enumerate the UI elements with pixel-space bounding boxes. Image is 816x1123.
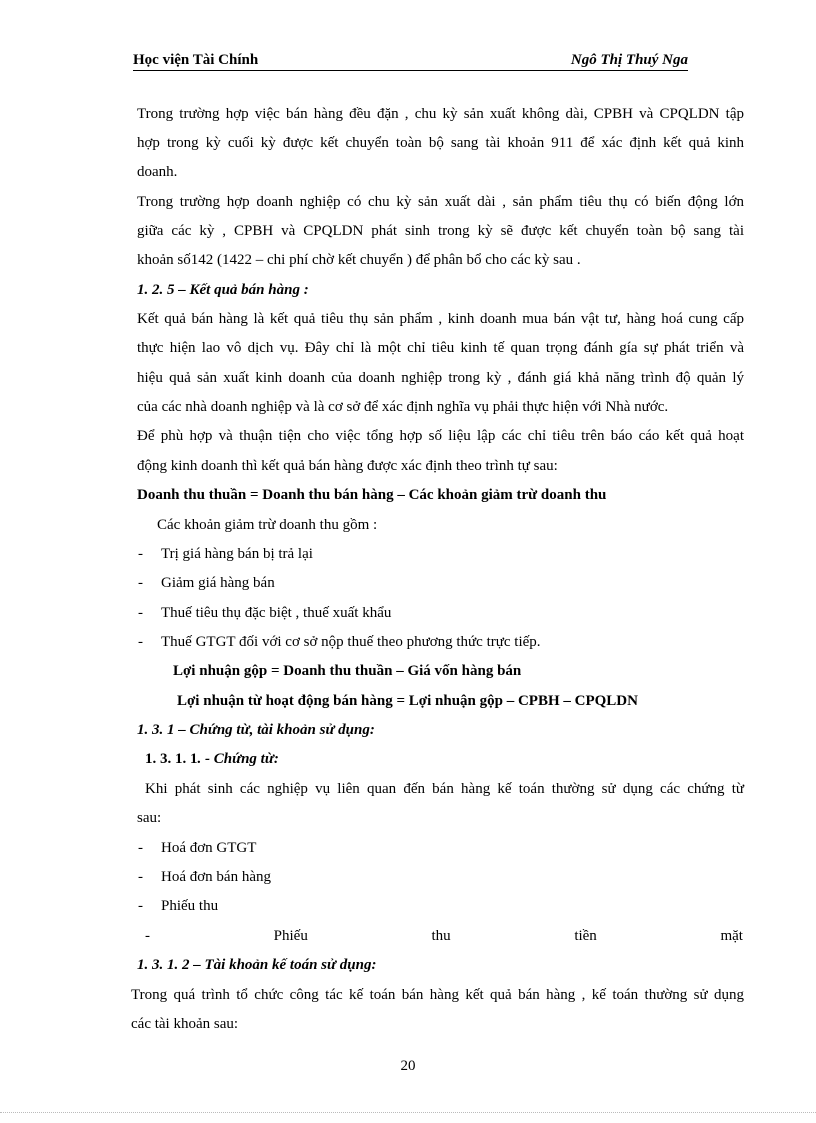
para-line: sau: — [137, 810, 162, 826]
formula-net-revenue: Doanh thu thuần = Doanh thu bán hàng – Các khoản giảm trừ doanh thu — [137, 487, 607, 503]
section-heading-1-3-1: 1. 3. 1 – Chứng từ, tài khoản sử dụng: — [137, 722, 375, 738]
spread-list-item — [145, 926, 743, 946]
spread-word: tiền — [574, 928, 597, 944]
para-line: các tài khoản sau: — [131, 1016, 239, 1032]
page-header — [133, 50, 688, 71]
spread-word: - — [145, 928, 150, 944]
spread-word: Phiếu — [273, 928, 308, 944]
para-line: Trong quá trình tổ chức công tác kế toán bán hàng kết quả bán hàng , kế toán thường sử dụng — [131, 987, 744, 1003]
para-line: hiệu quả sản xuất kinh doanh của doanh nghiệp trong kỳ , đánh giá khả năng trình độ quản lý — [137, 370, 744, 386]
page-number: 20 — [400, 1058, 416, 1074]
para-line: Kết quả bán hàng là kết quả tiêu thụ sản phẩm , kinh doanh mua bán vật tư, hàng hoá cung cấp — [137, 311, 744, 327]
list-item: Hoá đơn GTGT — [161, 840, 257, 856]
list-bullet: - — [138, 898, 143, 914]
para-line: Các khoản giảm trừ doanh thu gồm : — [157, 517, 378, 533]
para-line: hợp trong kỳ cuối kỳ được kết chuyển toàn bộ sang tài khoản 911 để xác định kết quả kinh — [137, 135, 744, 151]
list-item: Giảm giá hàng bán — [161, 575, 275, 591]
para-line: khoản số142 (1422 – chi phí chờ kết chuyển ) để phân bổ cho các kỳ sau . — [137, 252, 581, 268]
page-bottom-border — [0, 1112, 816, 1113]
list-bullet: - — [138, 575, 143, 591]
header-author: Ngô Thị Thuý Nga — [570, 52, 688, 68]
para-line: Trong trường hợp doanh nghiệp có chu kỳ sản xuất dài , sản phẩm tiêu thụ có biến động lớn — [137, 194, 744, 210]
para-line: Khi phát sinh các nghiệp vụ liên quan đến bán hàng kế toán thường sử dụng các chứng từ — [145, 781, 744, 797]
section-heading-1-3-1-2: 1. 3. 1. 2 – Tài khoản kế toán sử dụng: — [137, 957, 377, 973]
para-line: Trong trường hợp việc bán hàng đều đặn , chu kỳ sản xuất không dài, CPBH và CPQLDN tập — [137, 106, 744, 122]
heading-text: . - Chứng từ: — [197, 751, 279, 767]
list-bullet: - — [138, 605, 143, 621]
list-item: Hoá đơn bán hàng — [161, 869, 271, 885]
para-line: giữa các kỳ , CPBH và CPQLDN phát sinh trong kỳ sẽ được kết chuyển toàn bộ sang tài — [137, 223, 744, 239]
list-item: Thuế tiêu thụ đặc biệt , thuế xuất khẩu — [161, 605, 392, 621]
para-line: của các nhà doanh nghiệp và là cơ sở để xác định nghĩa vụ phải thực hiện với Nhà nước. — [137, 399, 669, 415]
formula-gross-profit: Lợi nhuận gộp = Doanh thu thuần – Giá vốn hàng bán — [173, 663, 522, 679]
para-line: Để phù hợp và thuận tiện cho việc tổng hợp số liệu lập các chỉ tiêu trên báo cáo kết quả hoạt — [137, 428, 744, 444]
section-heading-1-2-5: 1. 2. 5 – Kết quả bán hàng : — [137, 282, 309, 298]
spread-word: thu — [431, 928, 451, 944]
spread-word: mặt — [720, 928, 743, 944]
list-bullet: - — [138, 546, 143, 562]
para-line: doanh. — [137, 164, 178, 180]
list-item: Trị giá hàng bán bị trả lại — [161, 546, 313, 562]
para-line: động kinh doanh thì kết quả bán hàng được xác định theo trình tự sau: — [137, 458, 558, 474]
heading-number: 1. 3. 1. 1 — [145, 751, 198, 767]
list-bullet: - — [138, 869, 143, 885]
list-item: Phiếu thu — [161, 898, 219, 914]
formula-sales-profit: Lợi nhuận từ hoạt động bán hàng = Lợi nhuận gộp – CPBH – CPQLDN — [177, 693, 638, 709]
list-bullet: - — [138, 634, 143, 650]
section-heading-1-3-1-1 — [145, 749, 279, 769]
list-bullet: - — [138, 840, 143, 856]
list-item: Thuế GTGT đối với cơ sở nộp thuế theo phương thức trực tiếp. — [161, 634, 541, 650]
para-line: thực hiện lao vô dịch vụ. Đây chỉ là một chỉ tiêu kinh tế quan trọng đánh gía sự phát triển và — [137, 340, 744, 356]
header-institution: Học viện Tài Chính — [133, 52, 259, 68]
